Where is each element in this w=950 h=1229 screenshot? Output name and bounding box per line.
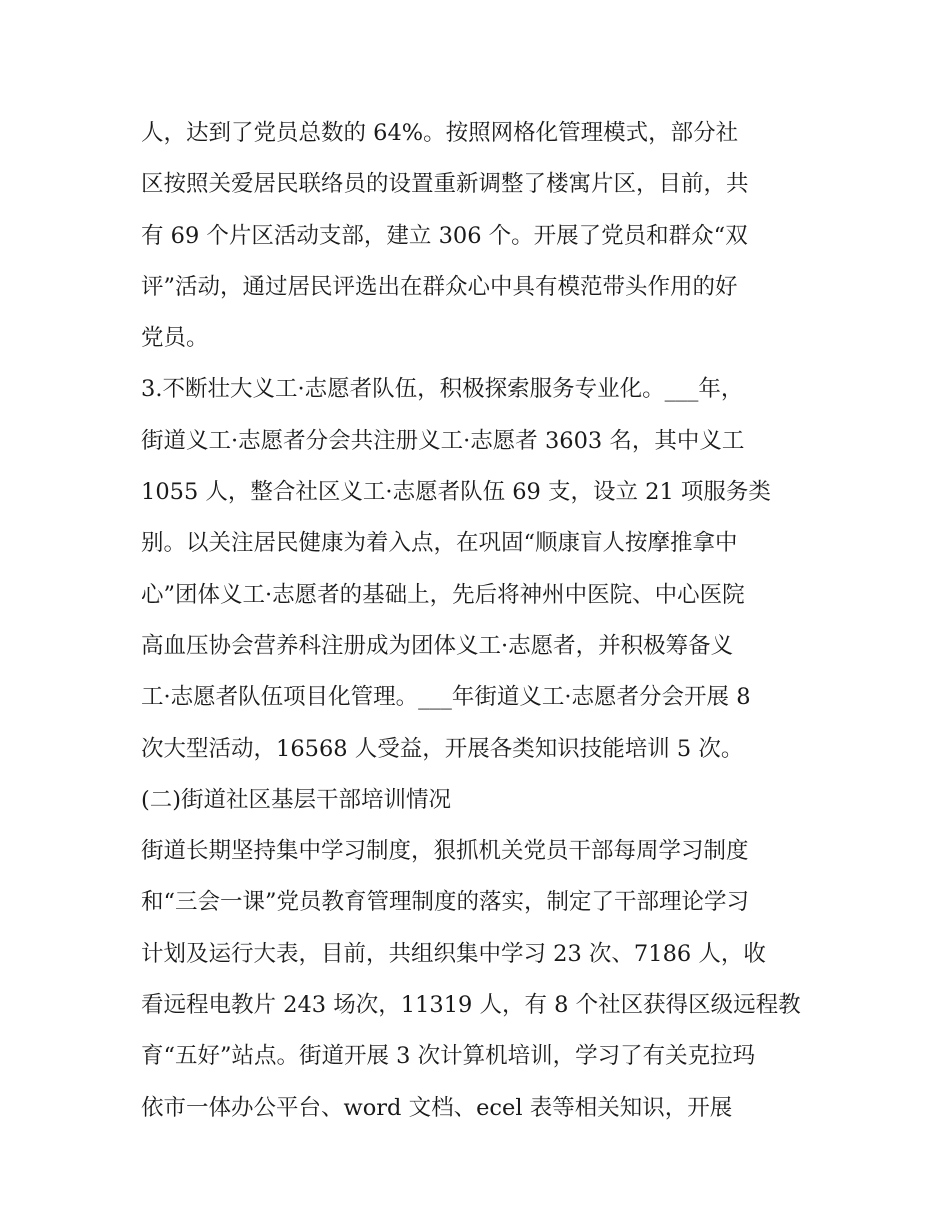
text-line: 工·志愿者队伍项目化管理。___年街道义工·志愿者分会开展 8 xyxy=(141,684,751,711)
text-line: 街道义工·志愿者分会共注册义工·志愿者 3603 名，其中义工 xyxy=(141,427,745,454)
text-line: 3.不断壮大义工·志愿者队伍，积极探索服务专业化。___年， xyxy=(141,376,744,403)
text-line: 次大型活动，16568 人受益，开展各类知识技能培训 5 次。 xyxy=(141,735,744,762)
text-line: 评”活动，通过居民评选出在群众心中具有模范带头作用的好 xyxy=(141,273,738,300)
text-line: 育“五好”站点。街道开展 3 次计算机培训，学习了有关克拉玛 xyxy=(141,1043,756,1070)
document-body xyxy=(141,108,821,1134)
text-line: 高血压协会营养科注册成为团体义工·志愿者，并积极筹备义 xyxy=(141,632,734,659)
text-line: 和“三会一课”党员教育管理制度的落实，制定了干部理论学习 xyxy=(141,889,750,916)
text-line: 别。以关注居民健康为着入点，在巩固“顺康盲人按摩推拿中 xyxy=(141,530,738,557)
text-line: 党员。 xyxy=(141,325,209,352)
text-line: 区按照关爱居民联络员的设置重新调整了楼寓片区，目前，共 xyxy=(141,171,749,198)
text-line: 人，达到了党员总数的 64%。按照网格化管理模式，部分社 xyxy=(141,120,739,146)
text-line: 看远程电教片 243 场次，11319 人，有 8 个社区获得区级远程教 xyxy=(141,992,801,1019)
text-line: 街道长期坚持集中学习制度，狠抓机关党员干部每周学习制度 xyxy=(141,838,749,865)
text-line: 心”团体义工·志愿者的基础上，先后将神州中医院、中心医院 xyxy=(141,581,745,608)
text-line: 依市一体办公平台、word 文档、ecel 表等相关知识，开展 xyxy=(141,1094,733,1121)
text-line: 1055 人，整合社区义工·志愿者队伍 69 支，设立 21 项服务类 xyxy=(141,479,771,506)
text-line: 计划及运行大表，目前，共组织集中学习 23 次、7186 人，收 xyxy=(141,940,766,967)
section-heading: (二)街道社区基层干部培训情况 xyxy=(141,786,452,813)
text-line: 有 69 个片区活动支部，建立 306 个。开展了党员和群众“双 xyxy=(141,222,748,249)
